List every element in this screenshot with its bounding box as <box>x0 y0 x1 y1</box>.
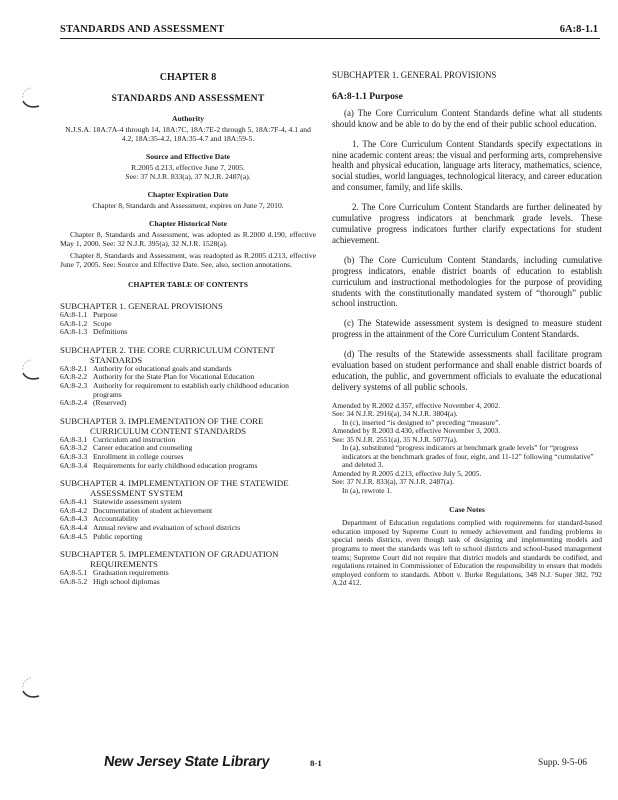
library-stamp: New Jersey State Library <box>102 754 271 770</box>
toc-section-number: 6A:8-3.3 <box>60 451 88 461</box>
toc-section-title: Statewide assessment system <box>93 497 182 507</box>
toc-section-title: Authority for requirement to establish early childhood education programs <box>93 380 289 399</box>
toc-section-title: Requirements for early childhood education programs <box>93 460 258 470</box>
body-paragraph: (c) The Statewide assessment system is designed to measure student progress in the attainment of the Core Curriculum Content Standards. <box>332 318 602 340</box>
chapter-title: STANDARDS AND ASSESSMENT <box>111 93 265 104</box>
page-number: 8-1 <box>310 758 322 768</box>
punch-hole-icon <box>20 86 42 110</box>
toc-section-number: 6A:8-2.2 <box>60 372 88 382</box>
section-body <box>332 108 602 393</box>
toc-section-number: 6A:8-5.1 <box>60 568 88 578</box>
body-paragraph: 2. The Core Curriculum Content Standards are further delineated by cumulative progress indicators at benchmark grade levels. These cumulative progress indicators further clarify expectations for student achievement. <box>332 202 602 245</box>
toc-section-number: 6A:8-1.1 <box>60 310 88 319</box>
toc-section-number: 6A:8-2.3 <box>60 380 88 390</box>
toc-section-title: Curriculum and instruction <box>93 434 176 444</box>
toc-section-title: Authority for the State Plan for Vocational Education <box>93 372 255 382</box>
case-notes-text: Department of Education regulations complied with requirements for standard-based education imposed by Supreme Court to remedy achievement and funding problems in special needs districts, even though task of designing and implementing models and programs to meet the standards was left to school districts and school-based management teams; Supreme Court did not require that district models and standards be codified, and regulations retained in Commissioner of Education the responsibility to ensure that models employed conform to standards. Abbott v. Burke Regulations, 348 N.J. Super 382, 792 A.2d 412. <box>332 518 602 588</box>
section-heading: 6A:8-1.1 Purpose <box>332 90 403 102</box>
table-of-contents <box>60 301 316 586</box>
toc-entry <box>60 328 316 337</box>
toc-section-title: High school diplomas <box>93 576 160 586</box>
body-paragraph: 1. The Core Curriculum Content Standards specify expectations in nine academic content areas: the visual and performing arts, comprehensive health and physical education, language arts literacy, mathematics, science, social studies, world languages, technological literacy, and career education and consumer, family, and life skills. <box>332 138 602 193</box>
source-line: R.2005 d.213, effective June 7, 2005. <box>131 163 245 172</box>
toc-section-title: (Reserved) <box>93 398 127 408</box>
toc-section-number: 6A:8-4.2 <box>60 505 88 515</box>
historical-note-heading: Chapter Historical Note <box>149 219 227 228</box>
toc-section-number: 6A:8-3.1 <box>60 434 88 444</box>
toc-section-number: 6A:8-3.2 <box>60 443 88 453</box>
toc-section-title: Definitions <box>93 327 128 337</box>
toc-subchapter-title: SUBCHAPTER 3. IMPLEMENTATION OF THE CORE CURRICULUM CONTENT STANDARDS <box>60 415 264 436</box>
toc-section-number: 6A:8-5.2 <box>60 576 88 586</box>
toc-section-number: 6A:8-2.4 <box>60 398 88 408</box>
toc-entry <box>60 399 316 408</box>
toc-section-title: Scope <box>93 318 112 328</box>
source-heading: Source and Effective Date <box>145 152 230 161</box>
expiration-heading: Chapter Expiration Date <box>147 190 229 199</box>
amendment-line: Amended by R.2002 d.357, effective November 4, 2002. <box>332 400 501 410</box>
toc-entry <box>60 533 316 542</box>
right-column <box>332 70 602 588</box>
toc-section-title: Annual review and evaluation of school districts <box>93 522 241 532</box>
toc-section-title: Enrollment in college courses <box>93 451 184 461</box>
amendment-line: See: 34 N.J.R. 2916(a), 34 N.J.R. 3804(a). <box>332 409 458 419</box>
authority-text: N.J.S.A. 18A:7A-4 through 14, 18A:7C, 18A:7E-2 through 5, 18A:7F-4, 4.1 and 4.2, 18A:35-4.2, 18A:35-4.7 and 18A:59-5. <box>65 125 311 143</box>
body-paragraph: (b) The Core Curriculum Content Standards, including cumulative progress indicators, enable district boards of education to establish curriculum and instructional methodologies for the purpose of providing students with the constitutionally mandated system of “thorough” public school instruction. <box>332 254 602 309</box>
running-header <box>60 22 600 39</box>
amendment-line: Amended by R.2003 d.430, effective November 3, 2003. <box>332 426 501 436</box>
amendment-line: See: 35 N.J.R. 2551(a), 35 N.J.R. 5077(a). <box>332 434 458 444</box>
toc-entry <box>60 462 316 471</box>
punch-hole-icon <box>20 676 42 700</box>
toc-subchapter-title: SUBCHAPTER 1. GENERAL PROVISIONS <box>60 301 223 311</box>
toc-section-number: 6A:8-3.4 <box>60 460 88 470</box>
amendment-line: See: 37 N.J.R. 833(a), 37 N.J.R. 2487(a). <box>332 477 454 487</box>
historical-note-paragraph: Chapter 8, Standards and Assessment, was adopted as R.2000 d.190, effective May 1, 2000. See: 32 N.J.R. 395(a), 32 N.J.R. 1528(a). <box>60 230 316 248</box>
toc-subchapter-title: SUBCHAPTER 4. IMPLEMENTATION OF THE STATEWIDE ASSESSMENT SYSTEM <box>60 478 289 499</box>
toc-subchapter-title: SUBCHAPTER 5. IMPLEMENTATION OF GRADUATION REQUIREMENTS <box>60 549 279 570</box>
toc-section-number: 6A:8-4.4 <box>60 522 88 532</box>
body-paragraph: (d) The results of the Statewide assessments shall facilitate program evaluation based on student performance and shall enable district boards of education, the public, and government officials to evaluate the educational delivery systems of all public schools. <box>332 349 602 392</box>
toc-section-number: 6A:8-1.2 <box>60 318 88 328</box>
chapter-number: CHAPTER 8 <box>159 72 217 83</box>
toc-entry <box>60 578 316 587</box>
toc-section-title: Career education and counseling <box>93 443 193 453</box>
toc-heading: CHAPTER TABLE OF CONTENTS <box>128 280 248 289</box>
toc-section-title: Public reporting <box>93 531 143 541</box>
amendment-line: In (c), inserted “is designed to” preceding “measure”. <box>342 417 501 427</box>
amendment-history <box>332 402 602 496</box>
header-title: STANDARDS AND ASSESSMENT <box>60 24 225 35</box>
subchapter-heading: SUBCHAPTER 1. GENERAL PROVISIONS <box>332 70 497 80</box>
supplement-date: Supp. 9-5-06 <box>538 758 587 768</box>
amendment-line: In (a), substituted “progress indicators at benchmark grade levels” for “progress indicators at the benchmark grades of four, eight, and 11-12” following “cumulative” and deleted 3. <box>342 443 594 470</box>
toc-section-number: 6A:8-4.1 <box>60 497 88 507</box>
authority-heading: Authority <box>171 114 205 123</box>
toc-section-number: 6A:8-2.1 <box>60 363 88 373</box>
toc-entry <box>60 382 316 399</box>
body-paragraph: (a) The Core Curriculum Content Standards define what all students should know and be able to do by the end of their public school education. <box>332 107 602 129</box>
toc-section-title: Documentation of student achievement <box>93 505 213 515</box>
toc-section-number: 6A:8-4.5 <box>60 531 88 541</box>
toc-section-number: 6A:8-4.3 <box>60 514 88 524</box>
expiration-text: Chapter 8, Standards and Assessment, expires on June 7, 2010. <box>92 201 284 210</box>
punch-hole-icon <box>20 358 42 382</box>
toc-section-number: 6A:8-1.3 <box>60 327 88 337</box>
toc-section-title: Authority for educational goals and standards <box>93 363 232 373</box>
left-column <box>60 66 316 586</box>
toc-section-title: Accountability <box>93 514 139 524</box>
toc-subchapter-title: SUBCHAPTER 2. THE CORE CURRICULUM CONTENT STANDARDS <box>60 344 275 365</box>
header-section-number: 6A:8-1.1 <box>559 24 598 35</box>
historical-note-paragraph: Chapter 8, Standards and Assessment, was readopted as R.2005 d.213, effective June 7, 2005. See: Source and Effective Date. See, also, section annotations. <box>60 251 316 269</box>
toc-section-title: Graduation requirements <box>93 568 169 578</box>
amendment-line: In (a), rewrote 1. <box>342 485 392 495</box>
toc-section-title: Purpose <box>93 310 118 319</box>
source-line: See: 37 N.J.R. 833(a), 37 N.J.R. 2487(a). <box>125 172 251 181</box>
amendment-line: Amended by R.2005 d.213, effective July 5, 2005. <box>332 468 482 478</box>
case-notes-heading: Case Notes <box>449 505 485 515</box>
